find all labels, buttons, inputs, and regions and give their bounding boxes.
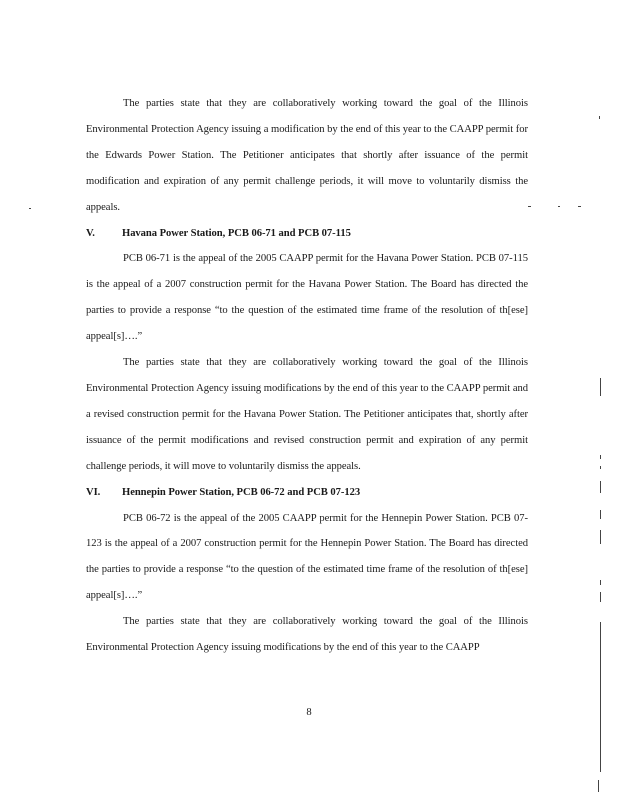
scan-mark	[598, 780, 599, 792]
paragraph-hennepin-status: The parties state that they are collaboratively working toward the goal of the Illinois Environmental Protection Agency issuing modifications by the end of this year to the CAAPP	[86, 616, 528, 654]
scan-mark	[600, 530, 601, 544]
section-title: Hennepin Power Station, PCB 06-72 and PCB 07-123	[122, 486, 361, 498]
scan-mark	[600, 481, 601, 493]
paragraph-havana-appeal: PCB 06-71 is the appeal of the 2005 CAAPP permit for the Havana Power Station. PCB 07-115 is the appeal of a 2007 construction permit for the Havana Power Station. The Board has directed the parties to provide a response “to the question of the estimated time frame of the resolution of th[ese] appeal[s]….”	[86, 253, 528, 343]
section-heading-hennepin	[86, 480, 528, 506]
paragraph-hennepin-appeal: PCB 06-72 is the appeal of the 2005 CAAPP permit for the Hennepin Power Station. PCB 07-123 is the appeal of a 2007 construction permit for the Hennepin Power Station. The Board has directed the parties to provide a response “to the question of the estimated time frame of the resolution of th[ese] appeal[s]….”	[86, 512, 528, 602]
scan-mark	[600, 622, 601, 772]
scan-mark	[600, 378, 601, 396]
section-number: V.	[86, 227, 95, 239]
section-number: VI.	[86, 486, 101, 498]
scan-mark	[600, 455, 601, 459]
scan-mark	[578, 206, 581, 207]
section-title: Havana Power Station, PCB 06-71 and PCB 07-115	[122, 227, 351, 239]
scan-mark	[600, 466, 601, 469]
scan-mark	[599, 116, 600, 119]
scan-mark	[29, 208, 31, 209]
section-heading-havana	[86, 221, 528, 247]
page-number: 8	[306, 707, 312, 718]
scan-mark	[600, 580, 601, 585]
scan-mark	[528, 206, 531, 207]
scan-mark	[600, 592, 601, 602]
document-body	[86, 91, 528, 661]
paragraph-havana-status: The parties state that they are collaboratively working toward the goal of the Illinois Environmental Protection Agency issuing modifications by the end of this year to the CAAPP permit and a revised construction permit for the Havana Power Station. The Petitioner anticipates that, shortly after issuance of the permit modifications and revised construction permit and expiration of any permit challenge periods, it will move to voluntarily dismiss the appeals.	[86, 357, 528, 472]
scan-mark	[600, 510, 601, 519]
paragraph-edwards-status: The parties state that they are collaboratively working toward the goal of the Illinois Environmental Protection Agency issuing a modification by the end of this year to the CAAPP permit for the Edwards Power Station. The Petitioner anticipates that shortly after issuance of the permit modification and expiration of any permit challenge periods, it will move to voluntarily dismiss the appeals.	[86, 98, 528, 213]
scan-mark	[558, 206, 560, 207]
